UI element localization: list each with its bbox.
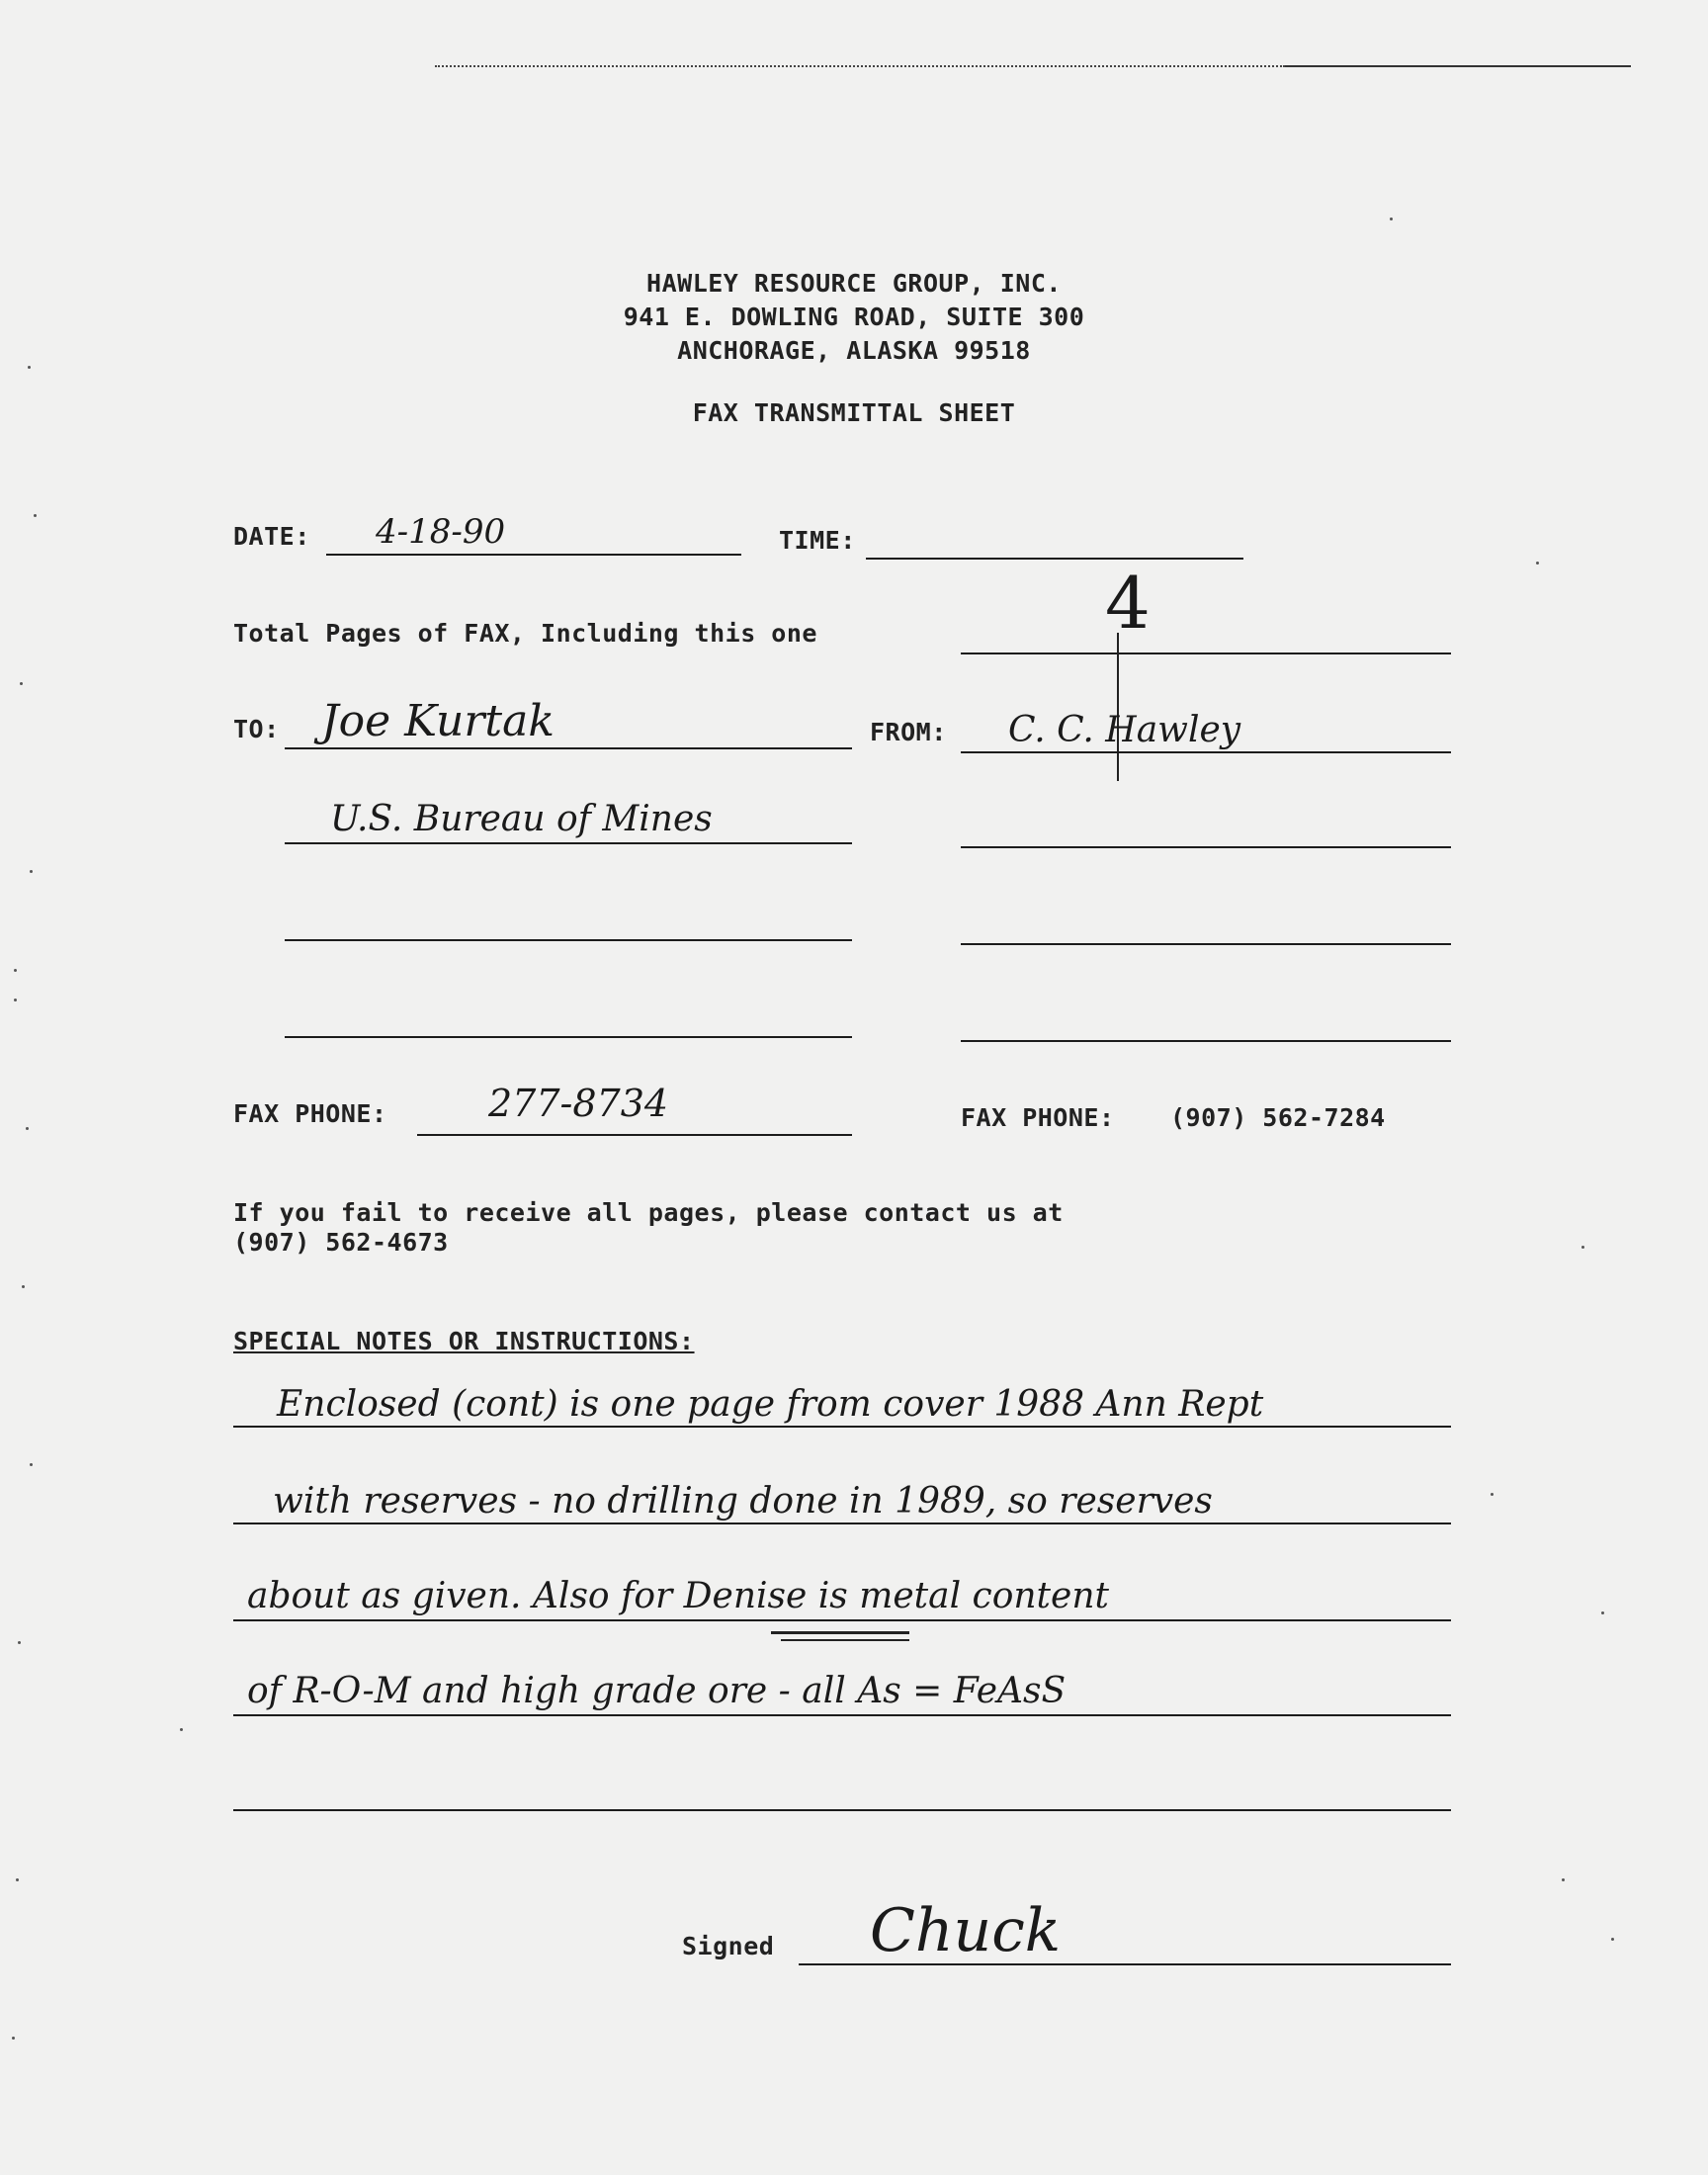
speck	[28, 366, 31, 369]
total-pages-value[interactable]: 4	[1105, 562, 1151, 645]
signature-value[interactable]: Chuck	[870, 1896, 1062, 1965]
to-line-3	[285, 939, 852, 941]
to-line	[285, 747, 852, 749]
handwritten-four-stroke	[1117, 633, 1119, 781]
from-label: FROM:	[870, 718, 947, 746]
speck	[22, 1285, 25, 1288]
speck	[26, 1127, 29, 1130]
from-value[interactable]: C. C. Hawley	[1008, 710, 1241, 750]
speck	[1611, 1938, 1614, 1941]
notes-rule-2	[233, 1522, 1451, 1524]
speck	[1601, 1611, 1604, 1614]
date-label: DATE:	[233, 522, 310, 551]
speck	[1491, 1493, 1494, 1496]
notes-rule-3	[233, 1619, 1451, 1621]
speck	[34, 514, 37, 517]
from-line-2	[961, 846, 1451, 848]
speck	[12, 2037, 15, 2040]
top-dotted-rule	[435, 65, 1285, 67]
contact-line2: (907) 562-4673	[233, 1228, 449, 1257]
from-line	[961, 751, 1451, 753]
notes-underline	[771, 1631, 909, 1634]
notes-rule-5	[233, 1809, 1451, 1811]
to-value[interactable]: Joe Kurtak	[321, 696, 555, 746]
notes-underline-2	[781, 1639, 909, 1641]
to-value-line2[interactable]: U.S. Bureau of Mines	[330, 799, 713, 839]
sheet-title: FAX TRANSMITTAL SHEET	[692, 398, 1016, 427]
company-address-line2: ANCHORAGE, ALASKA 99518	[677, 336, 1031, 365]
contact-line1: If you fail to receive all pages, please contact us at	[233, 1198, 1064, 1227]
speck	[1536, 562, 1539, 565]
time-line	[866, 558, 1243, 560]
to-fax-value[interactable]: 277-8734	[488, 1082, 669, 1125]
speck	[1581, 1246, 1584, 1249]
date-line	[326, 554, 741, 556]
speck	[30, 870, 33, 873]
from-line-3	[961, 943, 1451, 945]
speck	[20, 682, 23, 685]
speck	[1562, 1878, 1565, 1881]
speck	[1390, 218, 1393, 220]
to-fax-label: FAX PHONE:	[233, 1099, 387, 1128]
signed-label: Signed	[682, 1932, 775, 1960]
notes-line-1[interactable]: Enclosed (cont) is one page from cover 1988 Ann Rept	[277, 1384, 1264, 1425]
speck	[18, 1641, 21, 1644]
total-pages-label: Total Pages of FAX, Including this one	[233, 619, 817, 648]
to-line-2	[285, 842, 852, 844]
date-value[interactable]: 4-18-90	[376, 512, 506, 552]
speck	[30, 1463, 33, 1466]
speck	[14, 999, 17, 1001]
special-notes-label: SPECIAL NOTES OR INSTRUCTIONS:	[233, 1327, 695, 1355]
speck	[16, 1878, 19, 1881]
to-fax-line	[417, 1134, 852, 1136]
total-pages-line	[961, 652, 1451, 654]
to-label: TO:	[233, 715, 280, 743]
from-fax-label: FAX PHONE:	[961, 1103, 1115, 1132]
notes-line-4[interactable]: of R-O-M and high grade ore - all As = FeAsS	[247, 1671, 1067, 1711]
notes-line-2[interactable]: with reserves - no drilling done in 1989, so reserves	[273, 1481, 1213, 1522]
from-line-4	[961, 1040, 1451, 1042]
speck	[14, 969, 17, 972]
time-label: TIME:	[779, 526, 856, 555]
speck	[180, 1728, 183, 1731]
notes-rule-4	[233, 1714, 1451, 1716]
top-rule	[1285, 65, 1631, 67]
company-address-line1: 941 E. DOWLING ROAD, SUITE 300	[623, 303, 1085, 331]
from-fax-value: (907) 562-7284	[1170, 1103, 1386, 1132]
company-name: HAWLEY RESOURCE GROUP, INC.	[646, 269, 1062, 298]
notes-rule-1	[233, 1426, 1451, 1428]
to-line-4	[285, 1036, 852, 1038]
notes-line-3[interactable]: about as given. Also for Denise is metal content	[247, 1576, 1109, 1616]
